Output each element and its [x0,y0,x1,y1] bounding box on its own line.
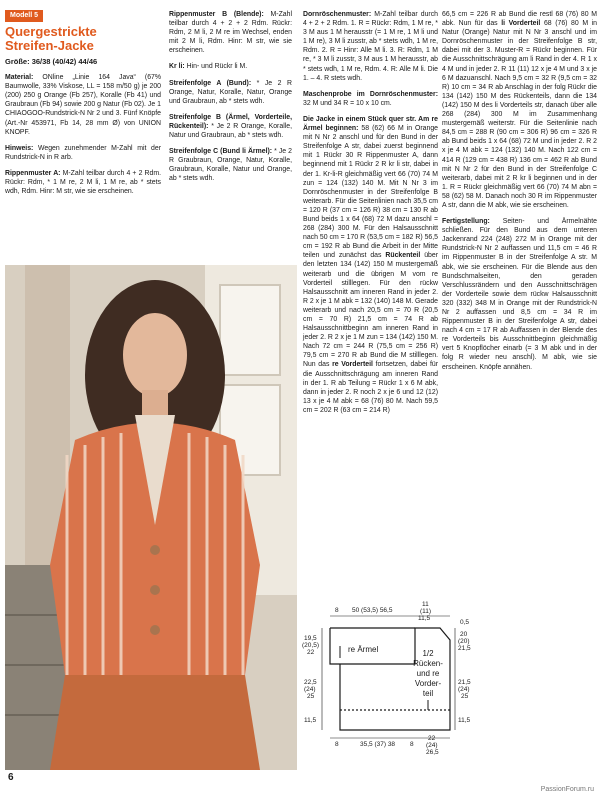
cont-text: 66,5 cm = 226 R ab Bund die restl 68 (76) 80 M abk. Nun für das [442,11,597,28]
hinweis-text: Wegen zunehmender M-Zahl mit der Rundstrick-N in R arb. [5,144,161,161]
rippen-a-text: M-Zahl teilbar durch 4 + 2 Rdm. Rückr: Rdm, * 1 M re, 2 M li, 1 M re, ab * stets wdh, Rdm. Hinr: M str, wie sie erscheinen. [5,169,161,196]
rueckenteil-text: über den letzten 134 (142) 150 M mustergemäß weiterarb und die übrigen M vom re Vorderteil stilllegen. Für den rückw Halsausschnitt am inneren Rand in jeder 2. R 2 x je 1 M abk = 132 (140) 148 M. Gerade weiterarb und nach 20,5 cm = 70 R (20,5 cm = 70 R) 21,5 cm = 74 R ab Halsausschnittbeginn am inneren Rand in jeder 2. R 2 x je 1 M zun = 134 (142) 150 M. Nach 72 cm = 244 R (75,5 cm = 256 R) 79,5 cm = 270 R ab Bund die M stilllegen. Nun das [303,252,439,369]
dorn-label: Dornröschenmuster: [303,11,372,18]
watermark: PassionForum.ru [540,786,594,793]
back-label-4: Vorder- [414,679,442,688]
dim-top-115: 11,5 [418,615,431,622]
left-195: 19,5 [304,635,317,642]
right-24: (24) [458,686,470,693]
model-illustration [5,265,297,770]
size-line [5,57,161,66]
left-205: (20,5) [302,642,319,649]
dorn-paragraph [303,10,438,83]
vorderteil-label: re Vorderteil [332,361,373,369]
masche-text: 32 M und 34 R = 10 x 10 cm. [303,99,392,107]
left-225: 22,5 [304,679,317,686]
rippen-a-label: Rippenmuster A: [5,169,61,177]
folge-c-label: Streifenfolge C (Bund li Ärmel): [169,148,273,156]
start-label: Die Jacke in einem Stück quer str. Am re Ärmel beginnen: [303,115,438,133]
column-2 [169,10,292,191]
size-label: Größe: [5,57,30,66]
material-text: ONline „Linie 164 Java“ (67% Baumwolle, 33% Viskose, LL = 158 m/50 g) je 200 (200) 250 g Orange (Fb 257), Koralle (Fb 41) und Graubraun (Fb 94) sowie 200 g Natur (Fb 02). Je 1 CHIAOGOO-Rundstrick-N Nr 2 und 3. Fünf Knöpfe (Art.-Nr 453971, Fb 14, 28 mm Ø) von UNION KNOPF. [5,74,161,136]
page-number: 6 [8,772,14,783]
bottom-8b: 8 [410,741,414,748]
bottom-22: 22 [428,735,436,742]
dim-top-11b: (11) [420,608,432,615]
folge-b-label: Streifenfolge B (Ärmel, Vorderteile, Rückenteil): [169,113,292,130]
start-paragraph [303,115,438,415]
dorn-text: M-Zahl teilbar durch 4 + 2 + 2 Rdm. 1. R = Rückr: Rdm, 1 M re, * 3 M aus 1 M herausstr (= 1 M re, 1 M li und 1 M re), 3 M li zusstr, ab * stets wdh, 1 M re, Rdm. 2. R = Hinr: Alle M li. 3. R: Rdm, 1 M re, * 3 M li zusstr, 3 M aus 1 M herausstr, ab * stets wdh, 1 M re, Rdm. 4. R: Alle M li. Die 1. – 4. R stets wdh. [303,11,438,82]
back-label-5: teil [422,689,434,698]
column-1 [5,10,161,203]
dim-top-width: 50 (53,5) 56,5 [352,607,393,614]
back-label-1: 1/2 [422,649,434,658]
start-text: 58 (62) 66 M in Orange mit N Nr 2 anschl und für den Bund in der Streifenfolge A str, dabei zuerst beginnend mit 1 Rückr 30 R Rippenmuster A, dann beginnend mit 1 Rückr 2 R kr li str, dabei in der 1. Kr-li-R gleichmäßig vert 66 (70) 74 M zun = 124 (132) 140 M. Mit N Nr 3 im Dornröschenmuster in der Streifenfolge B weiterarb. Für die Seitenlinien nach 35,5 cm = 120 R (37 cm = 126 R) 38 cm = 130 R ab Bund beids 1 x 64 (68) 72 M dazu anschl = 268 (284) 300 M. Für den Halsausschnitt nach 50 cm = 170 R (53,5 cm = 182 R) 56,5 cm = 192 R ab Bund die Arbeit in der Mitte teilen und zunächst das [303,125,438,260]
right-215: 21,5 [458,645,471,652]
rippen-b-text: M-Zahl teilbar durch 4 + 2 + 2 Rdm. Rückr: Rdm, 2 M li, 2 M re im Wechsel, enden mit 2 M li, Rdm. Hinr: M str, wie sie erscheinen. [169,11,292,55]
left-22: 22 [307,649,315,656]
left-24: (24) [304,686,316,693]
fertig-paragraph [442,217,597,372]
fertig-text: Seiten- und Ärmelnähte schließen. Für den Bund aus dem unteren Jackenrand 224 (248) 272 M in Orange mit der Rundstrick-N Nr 2 auffassen und 11,5 cm = 46 R im Rippenmuster B in der Streifenfolge A str. M abk, wie sie erscheinen. Für die Blende aus den Bundschmalseiten, den geraden Verschlussrändern und den Ausschnittschrägen der Vorderteile sowie dem rückw Halsausschnitt 320 (332) 348 M in Orange mit der Rundstrick-N Nr 2 auffassen und 8,5 cm = 34 R im Rippenmuster B in der Streifenfolge A str, dabei nach 4 cm = 17 R ab Auffassen in der Blende des re Vorderteils bis Ausschnittbeginn gleichmäßig vert 5 Knopflöcher einarb (= 3 M abk und in der folg R wieder neu anschl). M abk, wie sie erscheinen. Knöpfe annähen. [442,218,597,371]
bottom-8: 8 [335,741,339,748]
title-line-2: Streifen-Jacke [5,38,94,53]
li-vorderteil-text: 68 (76) 80 M in Natur (Orange) Natur mit N Nr 3 anschl und im Dornröschenmuster in der Streifenfolge B str, dabei mit der 3. Muster-R = Rückr beginnen. Für die Ausschnittschrägung am li Rand in der 4. R 1 x 4 M und in jeder 2. R 11 (11) 12 x je 4 M und 3 x je 6 M dazuanschl. Nach 9,5 cm = 32 R (9,5 cm = 32 R) 10 cm = 34 R ab Anschlag in der folg Rückr die 134 (142) 150 M des Rückenteils, dann die 134 (142) 150 M des li Vorderteils str, danach über alle 268 (284) 300 M im Zusammenhang mustergemäß weiterstr. Für die Seitenlinie nach 84,5 cm = 288 R (90 cm = 306 R) 96 cm = 326 R ab Bund beids 1 x 64 (68) 72 M und in jeder 2. R 2 x je 4 M abk = 124 (132) 140 M. Nach 122 cm = 414 R (129 cm = 438 R) 136 cm = 462 R ab Bund mit N Nr 2 für den Bund in der Streifenfolge C weiterarb, dabei mit 2 R kr li beginnen und in der 1. R = Rückr gleichmäßig vert 66 (70) 74 M abn = 58 (62) 58 M. Danach noch 30 R im Rippenmuster A str, dann die M abk, wie sie erscheinen. [442,20,598,209]
folge-b-paragraph [169,113,292,140]
hinweis-label: Hinweis: [5,144,34,152]
fertig-label: Fertigstellung: [442,218,490,226]
right-20b: (20) [458,638,470,645]
bottom-265: 26,5 [426,749,439,756]
right-215b: 21,5 [458,679,471,686]
folge-a-label: Streifenfolge A (Bund): [169,79,252,87]
li-vorderteil-paragraph [442,10,597,210]
folge-c-paragraph [169,147,292,183]
krli-label: Kr li: [169,63,185,71]
left-115: 11,5 [304,717,317,724]
left-25: 25 [307,693,315,700]
sleeve-label: re Ärmel [348,645,379,654]
masche-paragraph [303,90,438,108]
rippen-a-paragraph [5,169,161,196]
vorderteil-text: fortsetzen, dabei für die Ausschnittschrägung am inneren Rand in der 1. R ab Teilung = Rückr 1 x 6 M abk, dann in jeder 2. R noch 2 x je 6 und 12 (12) 13 x je 4 M abk = 68 (76) 80 M. Nach 59,5 cm = 202 R (63 cm = 214 R) [303,361,439,414]
dim-05: 0,5 [460,619,470,626]
page-title [5,25,161,53]
size-value: 36/38 (40/42) 44/46 [31,57,98,66]
dim-top-8: 8 [335,607,339,614]
back-label-3: und re [416,669,440,678]
rueckenteil-label: Rückenteil [385,252,421,260]
folge-b-text: * Je 2 R Orange, Koralle, Natur und Graubraun, ab * stets wdh. [169,122,292,140]
material-label: Material: [5,74,34,82]
hinweis-paragraph [5,144,161,162]
right-25: 25 [461,693,469,700]
schematic-diagram [300,600,475,770]
title-line-1: Quergestrickte [5,24,97,39]
column-4 [442,10,597,379]
folge-a-paragraph [169,79,292,106]
rippen-b-label: Rippenmuster B (Blende): [169,11,264,18]
li-vorderteil-label: li Vorderteil [501,20,541,28]
right-20: 20 [460,631,468,638]
folge-c-text: * Je 2 R Graubraun, Orange, Natur, Koralle, Graubraun, Koralle, Natur und Orange, ab * stets wdh. [169,148,292,183]
rippen-b-paragraph [169,10,292,55]
back-label-2: Rücken- [413,659,443,668]
model-badge: Modell 5 [5,10,43,22]
material-paragraph [5,73,161,137]
krli-paragraph [169,62,292,71]
bottom-width: 35,5 (37) 38 [360,741,396,748]
dim-top-11: 11 [422,601,429,608]
masche-label: Maschenprobe im Dornröschenmuster: [303,90,438,98]
model-photo [5,265,297,770]
folge-a-text: * Je 2 R Orange, Natur, Koralle, Natur, Orange und Graubraun, ab * stets wdh. [169,79,292,105]
bottom-24: (24) [426,742,438,749]
right-115: 11,5 [458,717,471,724]
krli-text: Hin- und Rückr li M. [186,63,248,71]
column-3 [303,10,438,422]
